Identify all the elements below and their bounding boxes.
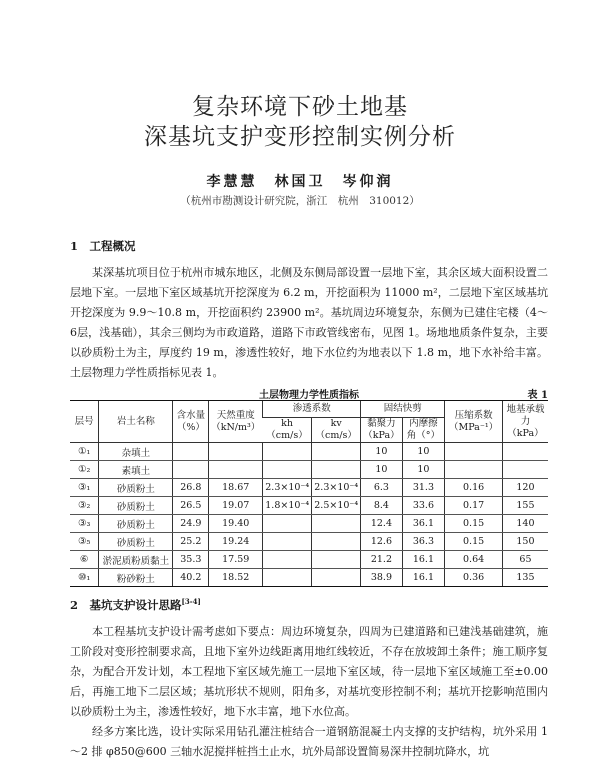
cell-compressibility: 0.64 [445, 551, 503, 569]
cell-water-content: 25.2 [173, 533, 209, 551]
cell-bearing-capacity: 65 [502, 551, 548, 569]
paper-title-line-2: 深基坑支护变形控制实例分析 [144, 124, 456, 150]
cell-friction-angle: 31.3 [402, 479, 445, 497]
cell-compressibility [445, 443, 503, 461]
cell-soil-name: 砂质粉土 [99, 533, 173, 551]
cell-layer: ⑥ [70, 551, 99, 569]
cell-compressibility [445, 461, 503, 479]
cell-kv: 2.3×10⁻⁴ [312, 479, 361, 497]
cell-kh [263, 461, 312, 479]
cell-kv: 2.5×10⁻⁴ [312, 497, 361, 515]
cell-unit-weight: 18.67 [209, 479, 263, 497]
cell-kh [263, 515, 312, 533]
cell-unit-weight [209, 461, 263, 479]
cell-cohesion: 8.4 [361, 497, 402, 515]
cell-layer: ①₂ [70, 461, 99, 479]
cell-unit-weight: 19.40 [209, 515, 263, 533]
cell-unit-weight: 17.59 [209, 551, 263, 569]
cell-kh: 1.8×10⁻⁴ [263, 497, 312, 515]
table-row [70, 479, 548, 497]
cell-compressibility: 0.15 [445, 533, 503, 551]
section-1-heading: 1 工程概况 [70, 239, 136, 253]
col-header-permeability: 渗透系数 [263, 401, 361, 418]
col-header-soil-name: 岩土名称 [99, 401, 173, 443]
cell-cohesion: 10 [361, 443, 402, 461]
table-row [70, 551, 548, 569]
cell-unit-weight [209, 443, 263, 461]
cell-water-content: 24.9 [173, 515, 209, 533]
cell-water-content: 35.3 [173, 551, 209, 569]
col-header-kh: kh（cm/s） [263, 418, 312, 443]
cell-bearing-capacity [502, 461, 548, 479]
section-2-paragraph-2: 经多方案比选，设计实际采用钻孔灌注桩结合一道钢筋混凝土内支撑的支护结构，坑外采用 1～2 排 φ850@600 三轴水泥搅拌桩挡土止水，坑外局部设置简易深井控制坑降水，坑 [70, 725, 548, 758]
section-2-paragraph-1: 本工程基坑支护设计需考虑如下要点：周边环境复杂，四周为已建道路和已建浅基础建筑，施工阶段对变形控制要求高，且地下室外边线距离用地红线较近，不存在放坡卸土条件；施工顺序复杂，为配合开发计划，本工程地下室区域先施工一层地下室区域，待一层地下室区域施工至±0.00 后，再施工地下二层区域；基坑形状不规则，阳角多，对基坑变形控制不利；基坑开挖影响范围内以砂质粉土为主，渗透性较好，地下水丰富，地下水位高。 [70, 625, 548, 718]
table-row [70, 461, 548, 479]
cell-kh [263, 551, 312, 569]
col-header-unit-weight: 天然重度（kN/m³） [209, 401, 263, 443]
table-1-number: 表 1 [527, 390, 548, 401]
cell-friction-angle: 16.1 [402, 551, 445, 569]
cell-soil-name: 杂填土 [99, 443, 173, 461]
table-row [70, 443, 548, 461]
cell-soil-name: 砂质粉土 [99, 515, 173, 533]
col-header-water-content: 含水量（%） [173, 401, 209, 443]
cell-water-content: 26.8 [173, 479, 209, 497]
cell-water-content [173, 461, 209, 479]
cell-friction-angle: 10 [402, 443, 445, 461]
cell-kv [312, 551, 361, 569]
cell-unit-weight: 19.07 [209, 497, 263, 515]
cell-friction-angle: 36.3 [402, 533, 445, 551]
cell-layer: ③₂ [70, 497, 99, 515]
cell-cohesion: 6.3 [361, 479, 402, 497]
cell-friction-angle: 16.1 [402, 569, 445, 587]
cell-bearing-capacity [502, 443, 548, 461]
section-1-paragraph: 某深基坑项目位于杭州市城东地区，北侧及东侧局部设置一层地下室，其余区域大面积设置二层地下室。一层地下室区域基坑开挖深度为 6.2 m，开挖面积为 11000 m²，二层地下室区域基坑开挖深度为 9.9～10.8 m，开挖面积约 23900 m²。基坑周边环境复杂，东侧为已建住宅楼（4～6层，浅基础），其余三侧均为市政道路，道路下市政管线密布，见图 1。场地地质条件复杂，主要以砂质粉土为主，厚度约 19 m，渗透性较好，地下水位约为地表以下 1.8 m，地下水补给丰富。土层物理力学性质指标见表 1。 [70, 266, 548, 379]
cell-cohesion: 10 [361, 461, 402, 479]
table-row [70, 569, 548, 587]
cell-friction-angle: 33.6 [402, 497, 445, 515]
cell-layer: ①₁ [70, 443, 99, 461]
cell-soil-name: 素填土 [99, 461, 173, 479]
cell-compressibility: 0.15 [445, 515, 503, 533]
cell-kh: 2.3×10⁻⁴ [263, 479, 312, 497]
cell-unit-weight: 18.52 [209, 569, 263, 587]
cell-layer: ③₃ [70, 515, 99, 533]
cell-water-content: 40.2 [173, 569, 209, 587]
col-header-layer: 层号 [70, 401, 99, 443]
table-row [70, 515, 548, 533]
cell-water-content [173, 443, 209, 461]
col-header-compressibility: 压缩系数（MPa⁻¹） [445, 401, 503, 443]
cell-compressibility: 0.17 [445, 497, 503, 515]
section-1-body [70, 263, 548, 383]
cell-compressibility: 0.16 [445, 479, 503, 497]
cell-cohesion: 38.9 [361, 569, 402, 587]
table-1-title: 土层物理力学性质指标 [259, 390, 359, 401]
section-2-title: 2 基坑支护设计思路 [70, 598, 182, 612]
cell-layer: ⑩₁ [70, 569, 99, 587]
cell-cohesion: 12.4 [361, 515, 402, 533]
paper-title-line-1: 复杂环境下砂土地基 [192, 94, 408, 120]
cell-soil-name: 砂质粉土 [99, 497, 173, 515]
cell-bearing-capacity: 135 [502, 569, 548, 587]
section-2-heading [70, 597, 201, 613]
cell-kv [312, 569, 361, 587]
table-row [70, 497, 548, 515]
cell-bearing-capacity: 155 [502, 497, 548, 515]
col-header-friction-angle: 内摩擦角（°） [402, 418, 445, 443]
cell-cohesion: 21.2 [361, 551, 402, 569]
section-2-citation: [3-4] [181, 597, 201, 607]
soil-properties-rows [70, 443, 548, 587]
cell-soil-name: 淤泥质粉质黏土 [99, 551, 173, 569]
cell-kv [312, 533, 361, 551]
cell-layer: ③₅ [70, 533, 99, 551]
col-header-kv: kv（cm/s） [312, 418, 361, 443]
author-affiliation: （杭州市勘测设计研究院，浙江 杭州 310012） [180, 195, 420, 207]
cell-friction-angle: 10 [402, 461, 445, 479]
cell-kh [263, 533, 312, 551]
cell-layer: ③₁ [70, 479, 99, 497]
author-list: 李慧慧 林国卫 岑仰润 [206, 174, 394, 190]
cell-soil-name: 砂质粉土 [99, 479, 173, 497]
cell-kv [312, 443, 361, 461]
cell-unit-weight: 19.24 [209, 533, 263, 551]
cell-friction-angle: 36.1 [402, 515, 445, 533]
cell-kv [312, 461, 361, 479]
col-header-shear-test: 固结快剪 [361, 401, 445, 418]
cell-kv [312, 515, 361, 533]
table-row [70, 533, 548, 551]
cell-water-content: 26.5 [173, 497, 209, 515]
cell-cohesion: 12.6 [361, 533, 402, 551]
cell-bearing-capacity: 120 [502, 479, 548, 497]
cell-compressibility: 0.36 [445, 569, 503, 587]
cell-kh [263, 443, 312, 461]
col-header-bearing-capacity: 地基承载力（kPa） [502, 401, 548, 443]
section-2-body [70, 622, 548, 762]
cell-soil-name: 粉砂粉土 [99, 569, 173, 587]
col-header-cohesion: 黏聚力（kPa） [361, 418, 402, 443]
cell-kh [263, 569, 312, 587]
soil-properties-table [70, 400, 548, 587]
cell-bearing-capacity: 150 [502, 533, 548, 551]
cell-bearing-capacity: 140 [502, 515, 548, 533]
